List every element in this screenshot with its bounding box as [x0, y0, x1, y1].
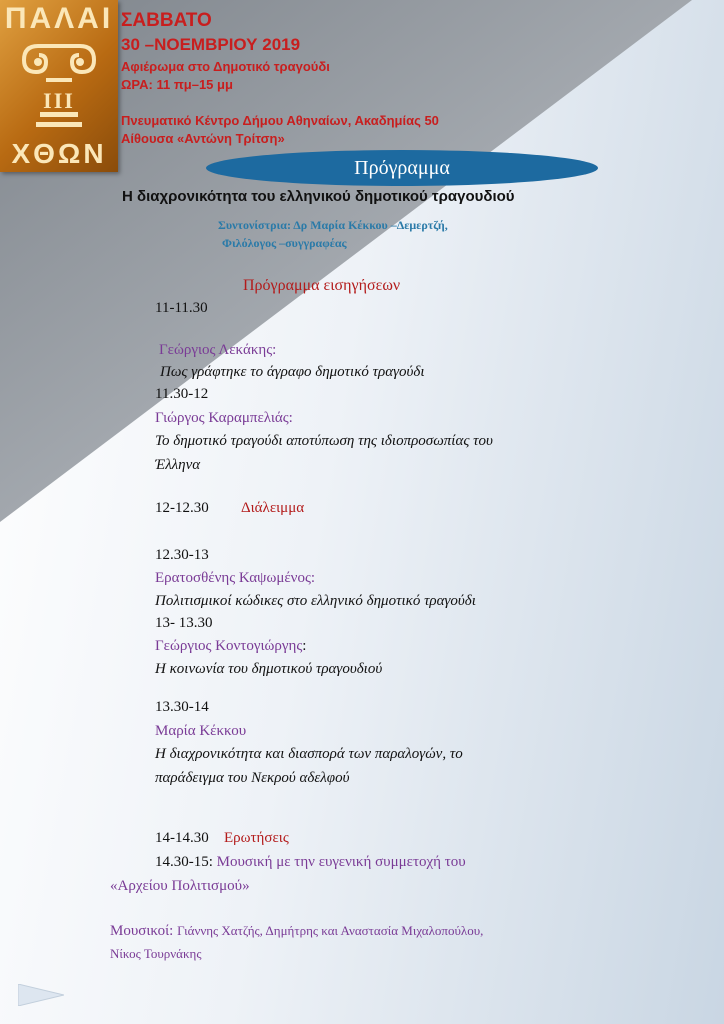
- talks-heading: Πρόγραμμα εισηγήσεων: [243, 277, 401, 294]
- speaker-4-name: Ερατοσθένης Καψωμένος:: [155, 570, 316, 586]
- speaker-6-topic-line-2: παράδειγμα του Νεκρού αδελφού: [155, 770, 350, 786]
- speaker-6-name: Μαρία Κέκκου: [155, 723, 247, 739]
- music-line-1: Μουσική με την ευγενική συμμετοχή του: [216, 854, 466, 870]
- coordinator-line-1: Συντονίστρια: Δρ Μαρία Κέκκου –Δεμερτζή,: [218, 218, 448, 232]
- musicians-names-line-2: Νίκος Τουρνάκης: [110, 946, 202, 961]
- event-day: ΣΑΒΒΑΤΟ: [121, 10, 212, 31]
- speaker-6-topic-line-1: Η διαχρονικότητα και διασπορά των παραλογών, το: [155, 746, 463, 762]
- speaker-1-name: Γεώργιος Λεκάκης:: [159, 342, 277, 358]
- logo-column-mark: III: [43, 88, 75, 113]
- speaker-5-name: Γεώργιος Κοντογιώργης: [155, 638, 303, 654]
- event-date: 30 –ΝΟΕΜΒΡΙΟΥ 2019: [121, 35, 301, 54]
- next-arrow-icon[interactable]: [18, 984, 64, 1006]
- time-slot-3: 12-12.30: [155, 500, 209, 516]
- musicians-label: Μουσικοί:: [110, 923, 174, 939]
- musicians-row: [110, 921, 483, 941]
- speaker-4-topic: Πολιτισμικοί κώδικες στο ελληνικό δημοτικό τραγούδι: [155, 593, 476, 609]
- logo-top-text: ΠΑΛΑΙ: [4, 2, 114, 35]
- time-slot-7: 14-14.30: [155, 830, 209, 846]
- speaker-5-colon: :: [302, 638, 307, 654]
- musicians-names-line-1: Γιάννης Χατζής, Δημήτρης και Αναστασία Μιχαλοπούλου,: [177, 923, 484, 938]
- time-slot-4: 12.30-13: [155, 547, 209, 563]
- palai-chthon-logo: [0, 0, 118, 172]
- event-header: [121, 10, 439, 148]
- speaker-5-name-row: [155, 636, 306, 656]
- logo-bottom-text: ΧΘΩΝ: [11, 138, 107, 169]
- questions-label: Ερωτήσεις: [224, 830, 289, 846]
- music-row: [155, 852, 466, 872]
- time-slot-6: 13.30-14: [155, 699, 209, 715]
- break-label: Διάλειμμα: [241, 500, 305, 516]
- event-time: ΩΡΑ: 11 πμ–15 μμ: [121, 77, 233, 92]
- speaker-2-topic-line-2: Έλληνα: [155, 457, 201, 473]
- event-theme: Αφιέρωμα στο Δημοτικό τραγούδι: [121, 59, 330, 74]
- speaker-5-topic: Η κοινωνία του δημοτικού τραγουδιού: [155, 661, 383, 677]
- music-line-2: «Αρχείου Πολιτισμού»: [110, 878, 250, 894]
- time-slot-2: 11.30-12: [155, 386, 209, 402]
- time-slot-5: 13- 13.30: [155, 615, 213, 631]
- coordinator-line-2: Φιλόλογος –συγγραφέας: [222, 236, 347, 250]
- time-slot-8: 14.30-15:: [155, 854, 213, 870]
- ionic-column-icon: [16, 42, 102, 132]
- speaker-2-name: Γιώργος Καραμπελιάς:: [155, 410, 293, 426]
- event-hall: Αίθουσα «Αντώνη Τρίτση»: [121, 131, 285, 146]
- program-subtitle: Η διαχρονικότητα του ελληνικού δημοτικού τραγουδιού: [122, 188, 515, 205]
- speaker-1-topic: Πως γράφτηκε το άγραφο δημοτικό τραγούδι: [160, 364, 425, 380]
- time-slot-1: 11-11.30: [155, 300, 208, 316]
- speaker-2-topic-line-1: Το δημοτικό τραγούδι αποτύπωση της ιδιοπροσωπίας του: [155, 433, 493, 449]
- event-venue: Πνευματικό Κέντρο Δήμου Αθηναίων, Ακαδημίας 50: [121, 113, 439, 128]
- program-title: Πρόγραμμα: [354, 157, 450, 179]
